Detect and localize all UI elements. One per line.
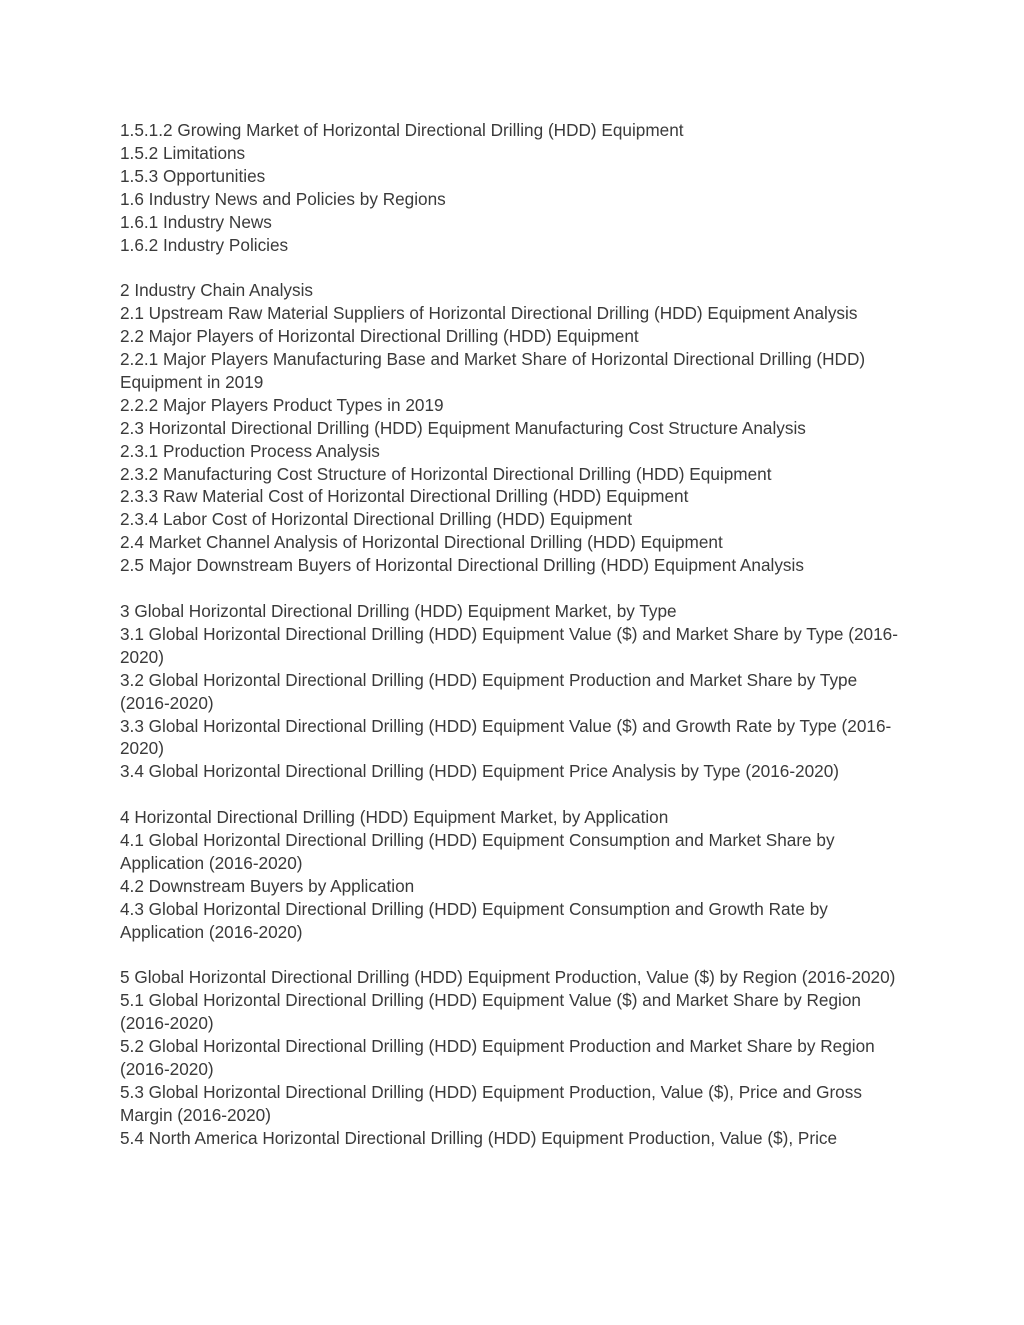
toc-entry: 2.3.4 Labor Cost of Horizontal Directional Drilling (HDD) Equipment (120, 509, 633, 530)
toc-entry: 2.4 Market Channel Analysis of Horizontal Directional Drilling (HDD) Equipment (120, 532, 723, 553)
toc-heading: 4 Horizontal Directional Drilling (HDD) Equipment Market, by Application (120, 807, 669, 828)
toc-entry: 1.6.2 Industry Policies (120, 234, 289, 255)
toc-entry: 2.3.2 Manufacturing Cost Structure of Horizontal Directional Drilling (HDD) Equipment (120, 463, 772, 484)
toc-entry: 2.1 Upstream Raw Material Suppliers of Horizontal Directional Drilling (HDD) Equipment Analysis (120, 303, 858, 324)
toc-entry: 5.3 Global Horizontal Directional Drilling (HDD) Equipment Production, Value ($), Price and Gross Margin (2016-2020) (120, 1082, 862, 1125)
toc-section-5 (120, 966, 910, 1149)
toc-entry: 3.1 Global Horizontal Directional Drilling (HDD) Equipment Value ($) and Market Share by Type (2016-2020) (120, 623, 898, 667)
toc-entry: 1.5.2 Limitations (120, 142, 246, 163)
toc-heading: 2 Industry Chain Analysis (120, 280, 313, 301)
toc-entry: 2.2.1 Major Players Manufacturing Base and Market Share of Horizontal Directional Drilling (HDD) Equipment in 2019 (120, 349, 866, 392)
toc-heading: 3 Global Horizontal Directional Drilling (HDD) Equipment Market, by Type (120, 601, 677, 621)
toc-entry: 4.2 Downstream Buyers by Application (120, 875, 415, 896)
toc-entry: 2.3 Horizontal Directional Drilling (HDD) Equipment Manufacturing Cost Structure Analysis (120, 417, 806, 438)
toc-entry: 4.1 Global Horizontal Directional Drilling (HDD) Equipment Consumption and Market Share by Application (2016-2020) (120, 830, 835, 873)
toc-entry: 4.3 Global Horizontal Directional Drilling (HDD) Equipment Consumption and Growth Rate by Application (2016-2020) (120, 898, 828, 942)
document-page (120, 119, 910, 1173)
toc-entry: 1.6.1 Industry News (120, 211, 272, 232)
toc-section-3 (120, 600, 910, 783)
toc-entry: 3.2 Global Horizontal Directional Drilling (HDD) Equipment Production and Market Share by Type (2016-2020) (120, 669, 858, 713)
toc-entry: 2.2.2 Major Players Product Types in 2019 (120, 394, 444, 415)
toc-entry: 3.4 Global Horizontal Directional Drilling (HDD) Equipment Price Analysis by Type (2016-2020) (120, 761, 840, 782)
toc-entry: 2.3.1 Production Process Analysis (120, 440, 380, 461)
toc-entry: 5.1 Global Horizontal Directional Drilling (HDD) Equipment Value ($) and Market Share by Region (2016-2020) (120, 990, 861, 1034)
toc-section-4 (120, 806, 910, 943)
toc-section-2 (120, 279, 910, 577)
toc-entry: 2.5 Major Downstream Buyers of Horizontal Directional Drilling (HDD) Equipment Analysis (120, 555, 804, 576)
toc-entry: 1.5.1.2 Growing Market of Horizontal Directional Drilling (HDD) Equipment (120, 120, 684, 140)
toc-entry: 3.3 Global Horizontal Directional Drilling (HDD) Equipment Value ($) and Growth Rate by Type (2016-2020) (120, 715, 892, 759)
toc-section-1-continued (120, 119, 910, 256)
toc-entry: 2.3.3 Raw Material Cost of Horizontal Directional Drilling (HDD) Equipment (120, 486, 689, 507)
toc-entry: 5.4 North America Horizontal Directional Drilling (HDD) Equipment Production, Value ($), Price (120, 1127, 838, 1148)
toc-heading: 5 Global Horizontal Directional Drilling (HDD) Equipment Production, Value ($) by Region (2016-2020) (120, 967, 896, 988)
toc-entry: 1.6 Industry News and Policies by Regions (120, 188, 446, 209)
toc-entry: 2.2 Major Players of Horizontal Directional Drilling (HDD) Equipment (120, 326, 639, 347)
toc-entry: 5.2 Global Horizontal Directional Drilling (HDD) Equipment Production and Market Share by Region (2016-2020) (120, 1036, 875, 1080)
toc-entry: 1.5.3 Opportunities (120, 165, 266, 186)
